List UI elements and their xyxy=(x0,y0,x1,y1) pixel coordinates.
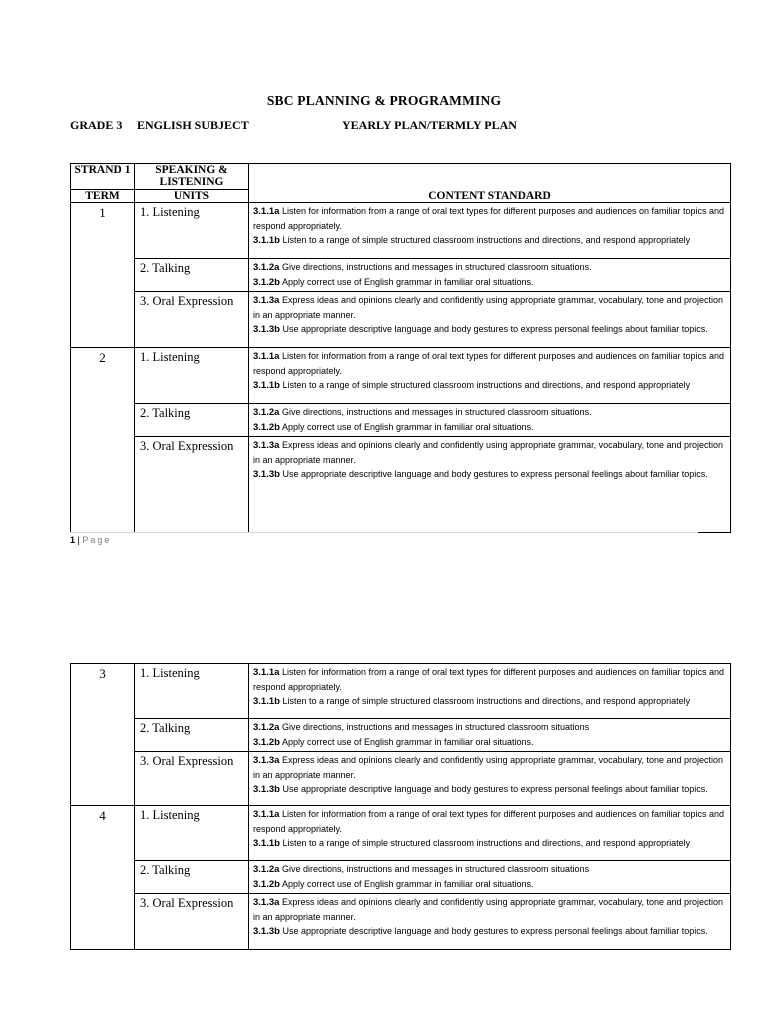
standard-code: 3.1.1b xyxy=(253,696,280,707)
standard-text: Listen to a range of simple structured classroom instructions and directions, and respond appropriately xyxy=(282,380,691,390)
standard-text: Listen for information from a range of oral text types for different purposes and audiences on familiar topics and respond appropriately. xyxy=(253,667,725,692)
page-number: 1 xyxy=(70,535,76,545)
unit-row xyxy=(71,203,731,259)
standard-text: Use appropriate descriptive language and body gestures to express personal feelings about familiar topics. xyxy=(282,926,708,936)
strand-header: STRAND 1 xyxy=(71,164,135,190)
standard-item xyxy=(253,378,728,393)
standard-code: 3.1.1b xyxy=(253,838,280,849)
content-standard-header: CONTENT STANDARD xyxy=(249,190,731,203)
standard-item xyxy=(253,665,728,694)
unit-name: 3. Oral Expression xyxy=(135,894,249,950)
standard-item xyxy=(253,467,728,482)
standard-text: Express ideas and opinions clearly and confidently using appropriate grammar, vocabulary, tone and projection in an appropriate manner. xyxy=(253,897,724,922)
unit-row xyxy=(71,404,731,437)
grade-label: GRADE 3 xyxy=(70,118,123,132)
unit-row xyxy=(71,292,731,348)
page-label: Page xyxy=(82,535,112,545)
standard-text: Use appropriate descriptive language and body gestures to express personal feelings about familiar topics. xyxy=(282,784,708,794)
unit-row xyxy=(71,752,731,806)
standard-item xyxy=(253,405,728,420)
standard-text: Listen for information from a range of oral text types for different purposes and audiences on familiar topics and respond appropriately. xyxy=(253,809,725,834)
content-standard-cell xyxy=(249,806,731,861)
standard-code: 3.1.2b xyxy=(253,737,280,748)
standard-code: 3.1.1a xyxy=(253,206,280,217)
standard-code: 3.1.3b xyxy=(253,324,280,335)
standard-item xyxy=(253,895,728,924)
standard-item xyxy=(253,807,728,836)
standard-text: Give directions, instructions and messages in structured classroom situations xyxy=(281,864,590,874)
standard-item xyxy=(253,782,728,797)
strand-name-header: SPEAKING & LISTENING xyxy=(135,164,249,190)
standard-code: 3.1.3a xyxy=(253,295,280,306)
standard-item xyxy=(253,877,728,892)
term-number: 1 xyxy=(71,203,135,348)
content-standard-cell xyxy=(249,437,731,533)
unit-name: 3. Oral Expression xyxy=(135,752,249,806)
standard-text: Listen to a range of simple structured classroom instructions and directions, and respond appropriately xyxy=(282,235,691,245)
standard-item xyxy=(253,735,728,750)
content-standard-cell xyxy=(249,292,731,348)
standard-text: Apply correct use of English grammar in familiar oral situations. xyxy=(281,422,534,432)
unit-row xyxy=(71,259,731,292)
unit-name: 2. Talking xyxy=(135,259,249,292)
standard-code: 3.1.2b xyxy=(253,277,280,288)
document-title: SBC PLANNING & PROGRAMMING xyxy=(266,93,502,108)
standard-code: 3.1.2a xyxy=(253,722,280,733)
standard-item xyxy=(253,260,728,275)
standard-text: Apply correct use of English grammar in familiar oral situations. xyxy=(281,277,534,287)
standard-item xyxy=(253,753,728,782)
unit-name: 1. Listening xyxy=(135,203,249,259)
unit-name: 3. Oral Expression xyxy=(135,437,249,533)
standard-item xyxy=(253,438,728,467)
term-number: 2 xyxy=(71,348,135,533)
standard-text: Listen to a range of simple structured classroom instructions and directions, and respond appropriately xyxy=(282,838,691,848)
unit-name: 1. Listening xyxy=(135,664,249,719)
standard-text: Apply correct use of English grammar in familiar oral situations. xyxy=(281,879,534,889)
content-standard-cell xyxy=(249,894,731,950)
unit-name: 3. Oral Expression xyxy=(135,292,249,348)
content-standard-cell xyxy=(249,203,731,259)
plan-table-page-2 xyxy=(70,663,731,950)
plan-label: YEARLY PLAN/TERMLY PLAN xyxy=(342,118,517,132)
content-standard-cell xyxy=(249,259,731,292)
unit-row xyxy=(71,348,731,404)
unit-row xyxy=(71,719,731,752)
standard-item xyxy=(253,322,728,337)
standard-item xyxy=(253,924,728,939)
unit-name: 1. Listening xyxy=(135,806,249,861)
standard-item xyxy=(253,233,728,248)
standard-text: Give directions, instructions and messages in structured classroom situations xyxy=(281,722,590,732)
standard-item xyxy=(253,293,728,322)
standard-text: Express ideas and opinions clearly and confidently using appropriate grammar, vocabulary, tone and projection in an appropriate manner. xyxy=(253,295,724,320)
standard-item xyxy=(253,204,728,233)
term-number: 4 xyxy=(71,806,135,950)
standard-item xyxy=(253,862,728,877)
standard-text: Give directions, instructions and messages in structured classroom situations. xyxy=(281,407,592,417)
standard-text: Express ideas and opinions clearly and confidently using appropriate grammar, vocabulary, tone and projection in an appropriate manner. xyxy=(253,440,724,465)
content-standard-cell xyxy=(249,719,731,752)
unit-name: 2. Talking xyxy=(135,404,249,437)
standard-text: Apply correct use of English grammar in familiar oral situations. xyxy=(281,737,534,747)
unit-row xyxy=(71,806,731,861)
standard-code: 3.1.3a xyxy=(253,897,280,908)
standard-code: 3.1.3b xyxy=(253,469,280,480)
standard-code: 3.1.2a xyxy=(253,262,280,273)
unit-name: 2. Talking xyxy=(135,861,249,894)
standard-text: Express ideas and opinions clearly and confidently using appropriate grammar, vocabulary, tone and projection in an appropriate manner. xyxy=(253,755,724,780)
standard-text: Give directions, instructions and messages in structured classroom situations. xyxy=(281,262,592,272)
standard-code: 3.1.3b xyxy=(253,784,280,795)
standard-code: 3.1.3a xyxy=(253,440,280,451)
standard-code: 3.1.1b xyxy=(253,235,280,246)
subject-label: ENGLISH SUBJECT xyxy=(137,118,249,132)
plan-table-page-1 xyxy=(70,163,731,533)
standard-code: 3.1.3a xyxy=(253,755,280,766)
content-standard-cell xyxy=(249,752,731,806)
content-standard-cell xyxy=(249,348,731,404)
standard-code: 3.1.2b xyxy=(253,879,280,890)
term-header: TERM xyxy=(71,190,135,203)
term-number: 3 xyxy=(71,664,135,806)
standard-code: 3.1.1a xyxy=(253,351,280,362)
content-standard-cell xyxy=(249,404,731,437)
unit-row xyxy=(71,664,731,719)
standard-code: 3.1.2a xyxy=(253,864,280,875)
content-standard-cell xyxy=(249,664,731,719)
content-standard-cell xyxy=(249,861,731,894)
standard-item xyxy=(253,720,728,735)
unit-row xyxy=(71,861,731,894)
standard-code: 3.1.1a xyxy=(253,667,280,678)
units-header: UNITS xyxy=(135,190,249,203)
standard-code: 3.1.2b xyxy=(253,422,280,433)
standard-item xyxy=(253,275,728,290)
standard-text: Listen for information from a range of oral text types for different purposes and audiences on familiar topics and respond appropriately. xyxy=(253,206,725,231)
standard-text: Listen to a range of simple structured classroom instructions and directions, and respond appropriately xyxy=(282,696,691,706)
unit-name: 1. Listening xyxy=(135,348,249,404)
standard-item xyxy=(253,349,728,378)
standard-code: 3.1.1a xyxy=(253,809,280,820)
standard-text: Use appropriate descriptive language and body gestures to express personal feelings about familiar topics. xyxy=(282,469,708,479)
unit-row xyxy=(71,437,731,533)
standard-item xyxy=(253,420,728,435)
standard-code: 3.1.2a xyxy=(253,407,280,418)
standard-code: 3.1.1b xyxy=(253,380,280,391)
page-footer xyxy=(70,532,698,545)
page-separator: | xyxy=(75,535,83,545)
unit-name: 2. Talking xyxy=(135,719,249,752)
standard-code: 3.1.3b xyxy=(253,926,280,937)
standard-item xyxy=(253,836,728,851)
standard-text: Listen for information from a range of oral text types for different purposes and audiences on familiar topics and respond appropriately. xyxy=(253,351,725,376)
standard-item xyxy=(253,694,728,709)
unit-row xyxy=(71,894,731,950)
standard-text: Use appropriate descriptive language and body gestures to express personal feelings about familiar topics. xyxy=(282,324,708,334)
